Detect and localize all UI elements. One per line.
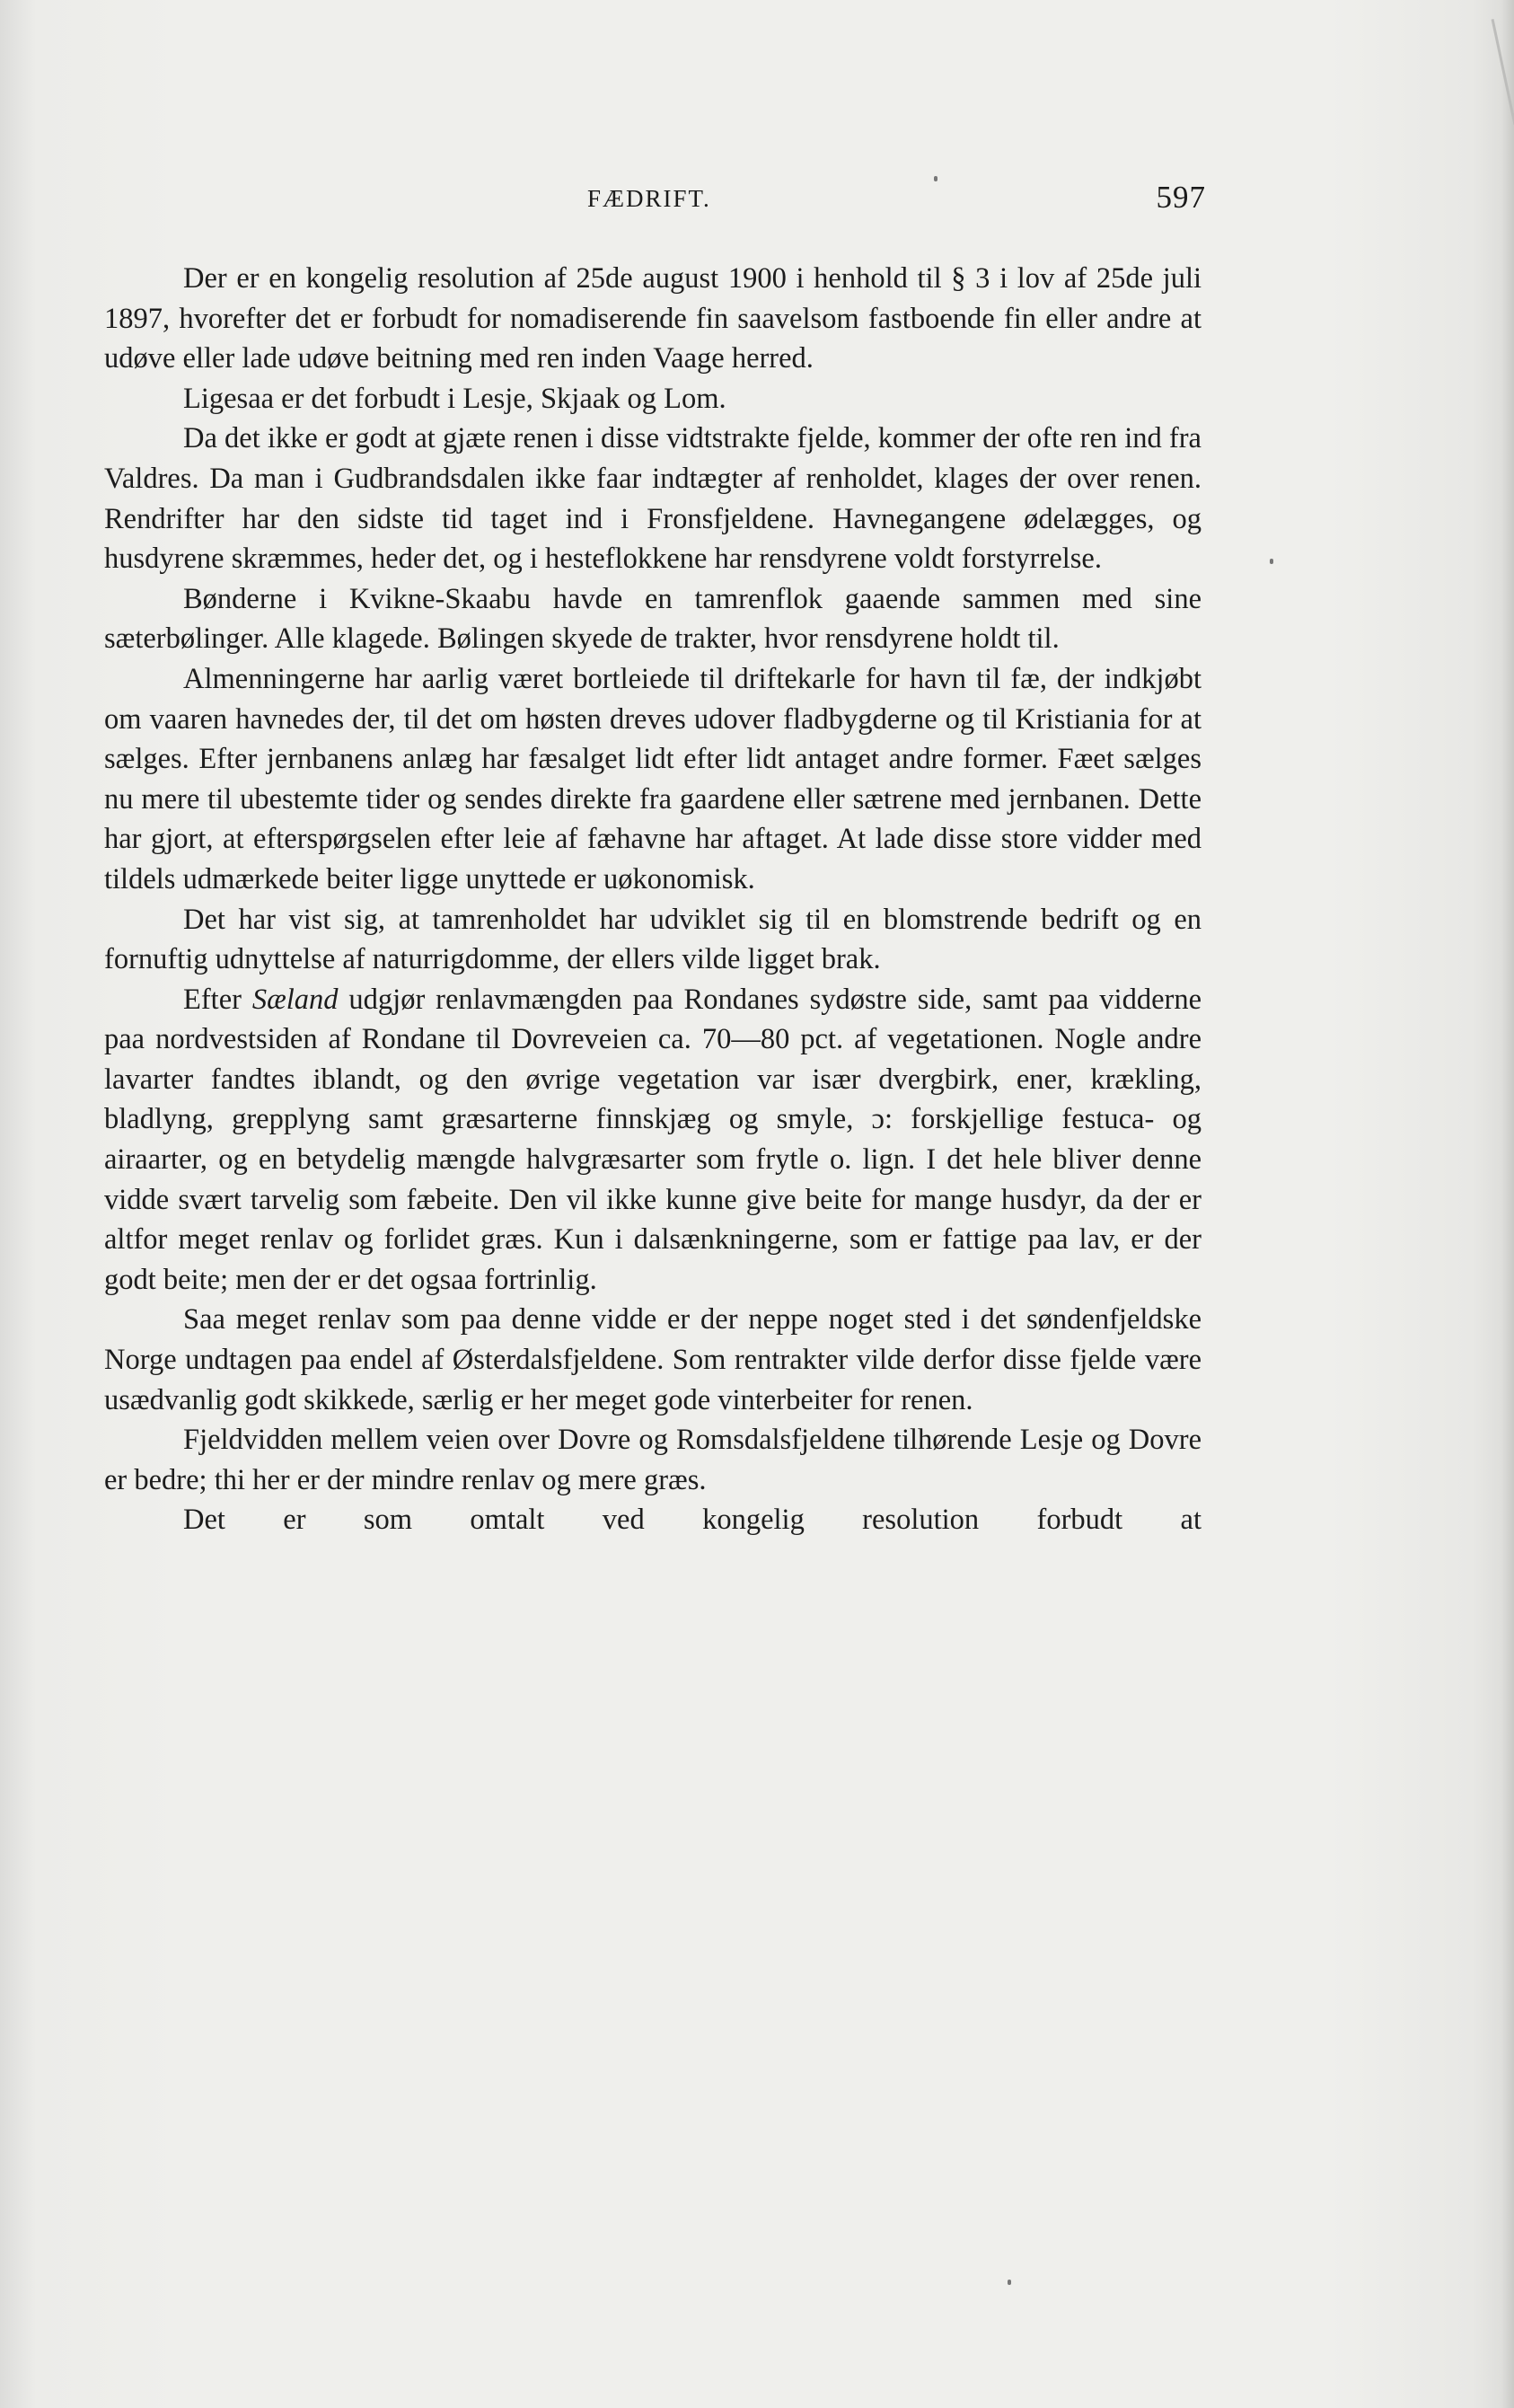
paragraph-text: udgjør renlavmængden paa Rondanes sydøstre side, samt paa vidderne paa nordvestsiden af Rondane til Dovreveien ca. 70—80 pct. af vegetationen. Nogle andre lavarter fandtes iblandt, og den øvrige vegetation var især dvergbirk, ener, krækling, bladlyng, grepplyng samt græsarterne finnskjæg og smyle, ɔ: forskjellige festuca- og airaarter, og en betydelig mængde halvgræsarter som frytle o. lign. I det hele bliver denne vidde svært tarvelig som fæbeite. Den vil ikke kunne give beite for mange husdyr, da der er altfor meget renlav og forlidet græs. Kun i dalsænkningerne, som er fattige paa lav, er der godt beite; men der er det ogsaa fortrinlig.	[104, 983, 1202, 1296]
body-text	[104, 259, 1202, 1540]
paragraph: Fjeldvidden mellem veien over Dovre og Romsdalsfjeldene tilhørende Lesje og Dovre er bedre; thi her er der mindre renlav og mere græs.	[104, 1424, 1202, 1496]
paragraph: Der er en kongelig resolution af 25de august 1900 i henhold til § 3 i lov af 25de juli 1897, hvorefter det er forbudt for nomadiserende fin saavelsom fastboende fin eller andre at udøve eller lade udøve beitning med ren inden Vaage herred.	[104, 262, 1202, 375]
paragraph-text: Efter	[183, 983, 252, 1016]
paragraph: Saa meget renlav som paa denne vidde er der neppe noget sted i det søndenfjeldske Norge undtagen paa endel af Østerdalsfjeldene. Som rentrakter vilde derfor disse fjelde være usædvanlig godt skikkede, særlig er her meget gode vinterbeiter for renen.	[104, 1303, 1202, 1416]
paragraph: Ligesaa er det forbudt i Lesje, Skjaak og Lom.	[183, 382, 726, 415]
paragraph: Almenningerne har aarlig været bortleiede til driftekarle for havn til fæ, der indkjøbt om vaaren havnedes der, til det om høsten dreves udover fladbygderne og til Kristiania for at sælges. Efter jernbanens anlæg har fæsalget lidt efter lidt antaget andre former. Fæet sælges nu mere til ubestemte tider og sendes direkte fra gaardene eller sætrene med jernbanen. Dette har gjort, at efterspørgselen efter leie af fæhavne har aftaget. At lade disse store vidder med tildels udmærkede beiter ligge unyttede er uøkonomisk.	[104, 662, 1202, 895]
paragraph: Bønderne i Kvikne-Skaabu havde en tamrenflok gaaende sammen med sine sæterbølinger. Alle klagede. Bølingen skyede de trakter, hvor rensdyrene holdt til.	[104, 582, 1202, 656]
running-title: FÆDRIFT.	[587, 185, 711, 212]
paragraph	[104, 980, 1202, 1301]
paragraph: Det har vist sig, at tamrenholdet har udviklet sig til en blomstrende bedrift og en fornuftig udnyttelse af naturrigdomme, der ellers vilde ligget brak.	[104, 903, 1202, 976]
page-edge-shadow	[1501, 0, 1514, 2408]
ink-fleck	[1008, 2280, 1011, 2285]
ink-fleck	[1270, 559, 1273, 564]
paragraph: Da det ikke er godt at gjæte renen i disse vidtstrakte fjelde, kommer der ofte ren ind fra Valdres. Da man i Gudbrandsdalen ikke faar indtægter af renholdet, klages der over renen. Rendrifter har den sidste tid taget ind i Fronsfjeldene. Havnegangene ødelægges, og husdyrene skræmmes, heder det, og i hesteflokkene har rensdyrene voldt forstyrrelse.	[104, 422, 1202, 576]
page-number: 597	[1156, 180, 1206, 215]
paragraph: Det er som omtalt ved kongelig resolution forbudt at	[183, 1504, 1202, 1537]
cited-author: Sæland	[251, 983, 339, 1016]
running-header	[106, 180, 1206, 219]
